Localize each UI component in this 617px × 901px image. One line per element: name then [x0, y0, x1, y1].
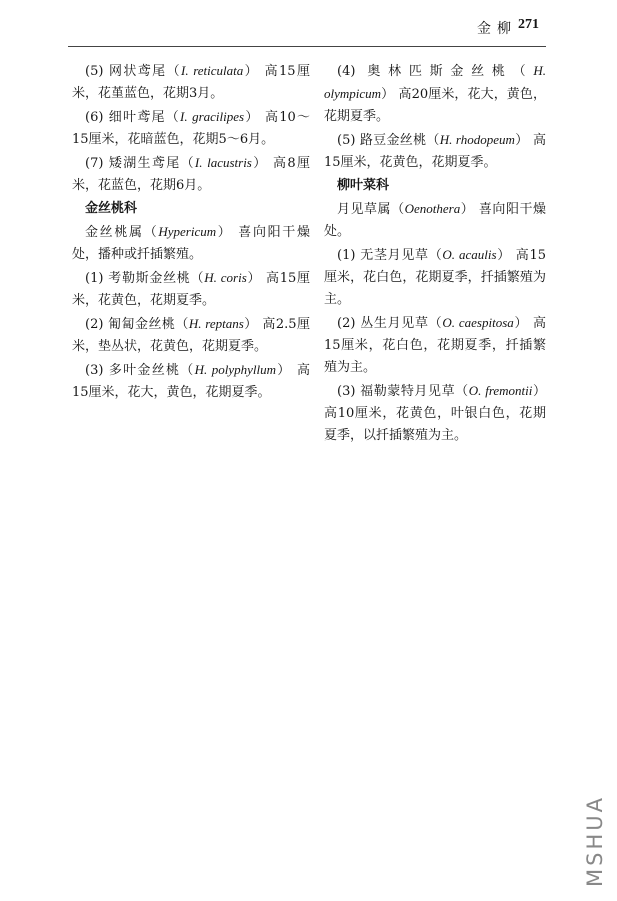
family-heading: 柳叶菜科: [337, 178, 390, 193]
left-column: [72, 60, 310, 405]
genus-entry: 金丝桃属（Hypericum） 喜向阳干燥处，播种或扦插繁殖。: [72, 224, 310, 262]
latin-name: H. coris: [204, 270, 247, 285]
entry-description: 高8厘米，花蓝色，花期6月。: [72, 156, 310, 193]
entry-description: 高20厘米，花大，黄色，花期夏季。: [324, 87, 547, 124]
chinese-name: 奥林匹斯金丝桃: [367, 64, 513, 79]
species-entry: (5) 路豆金丝桃（H. rhodopeum） 高15厘米，花黄色，花期夏季。: [324, 132, 546, 170]
entry-number: (6): [85, 110, 104, 125]
chinese-name: 细叶鸢尾: [108, 110, 166, 125]
latin-name: I. lacustris: [194, 155, 252, 170]
latin-name: H. olympicum: [324, 63, 546, 101]
species-entry: (2) 丛生月见草（O. caespitosa） 高15厘米，花白色，花期夏季，扦插繁殖为主。: [324, 315, 546, 375]
species-entry: (5) 网状鸢尾（I. reticulata） 高15厘米，花堇蓝色，花期3月。: [72, 63, 310, 101]
entry-description: 高2.5厘米，垫丛状，花黄色，花期夏季。: [72, 317, 310, 354]
chinese-name: 金丝桃属: [85, 225, 144, 240]
entry-number: (5): [337, 133, 356, 148]
entry-description: 高15厘米，花黄色，花期夏季。: [324, 133, 546, 170]
entry-number: (4): [337, 64, 356, 79]
latin-name: O. acaulis: [442, 247, 497, 262]
latin-name: O. fremontii: [468, 383, 533, 398]
entry-description: 高15厘米，花白色，花期夏季，扦插繁殖为主。: [324, 248, 546, 307]
species-entry: (3) 多叶金丝桃（H. polyphyllum） 高15厘米，花大，黄色，花期夏季。: [72, 362, 310, 400]
chinese-name: 矮湖生鸢尾: [108, 156, 181, 171]
latin-name: H. reptans: [188, 316, 244, 331]
family-heading: 金丝桃科: [85, 201, 138, 216]
chinese-name: 多叶金丝桃: [108, 363, 181, 378]
latin-name: I. reticulata: [180, 63, 244, 78]
page-number: 271: [518, 17, 539, 32]
entry-description: 喜向阳干燥处。: [324, 202, 546, 239]
right-column: [324, 60, 546, 448]
chinese-name: 丛生月见草: [360, 316, 429, 331]
latin-name: O. caespitosa: [442, 315, 514, 330]
entry-description: 高10～15厘米，花暗蓝色，花期5～6月。: [72, 110, 310, 147]
entry-number: (2): [337, 316, 356, 331]
chinese-name: 网状鸢尾: [108, 64, 167, 79]
chinese-name: 匍匐金丝桃: [108, 317, 176, 332]
latin-name: H. rhodopeum: [439, 132, 515, 147]
genus-entry: 月见草属（Oenothera） 喜向阳干燥处。: [324, 201, 546, 239]
latin-name: I. gracilipes: [180, 109, 245, 124]
entry-number: (1): [337, 248, 356, 263]
species-entry: (4) 奥林匹斯金丝桃（H. olympicum） 高20厘米，花大，黄色，花期夏季。: [324, 63, 547, 124]
chinese-name: 考勒斯金丝桃: [108, 271, 191, 286]
chinese-name: 月见草属: [337, 202, 392, 217]
species-entry: (7) 矮湖生鸢尾（I. lacustris） 高8厘米，花蓝色，花期6月。: [72, 155, 310, 193]
entry-number: (2): [85, 317, 104, 332]
chinese-name: 无茎月见草: [360, 248, 429, 263]
species-entry: (2) 匍匐金丝桃（H. reptans） 高2.5厘米，垫丛状，花黄色，花期夏季。: [72, 316, 310, 354]
entry-description: 喜向阳干燥处，播种或扦插繁殖。: [72, 225, 310, 262]
species-entry: (1) 无茎月见草（O. acaulis） 高15厘米，花白色，花期夏季，扦插繁殖为主。: [324, 247, 546, 307]
entry-description: 高15厘米，花黄色，花期夏季。: [72, 271, 310, 308]
latin-name: Hypericum: [158, 224, 217, 239]
latin-name: H. polyphyllum: [194, 362, 276, 377]
entry-number: (3): [85, 363, 104, 378]
entry-number: (7): [85, 156, 104, 171]
entry-number: (5): [85, 64, 104, 79]
watermark: MSHUA: [583, 795, 607, 887]
chinese-name: 福勒蒙特月见草: [360, 384, 456, 399]
entry-number: (1): [85, 271, 104, 286]
species-entry: (1) 考勒斯金丝桃（H. coris） 高15厘米，花黄色，花期夏季。: [72, 270, 310, 308]
entry-number: (3): [337, 384, 356, 399]
entry-description: 高15厘米，花白色，花期夏季，扦插繁殖为主。: [324, 316, 546, 375]
chinese-name: 路豆金丝桃: [359, 133, 427, 148]
species-entry: (6) 细叶鸢尾（I. gracilipes） 高10～15厘米，花暗蓝色，花期5～6月。: [72, 109, 310, 147]
species-entry: (3) 福勒蒙特月见草（O. fremontii） 高10厘米，花黄色，叶银白色，花期夏季，以扦插繁殖为主。: [324, 383, 546, 443]
entry-description: 高10厘米，花黄色，叶银白色，花期夏季，以扦插繁殖为主。: [324, 406, 546, 443]
header-rule: [68, 46, 546, 47]
running-header-title: 金柳: [477, 21, 517, 37]
latin-name: Oenothera: [404, 201, 461, 216]
entry-description: 高15厘米，花堇蓝色，花期3月。: [72, 64, 310, 101]
entry-description: 高15厘米，花大，黄色，花期夏季。: [72, 363, 310, 400]
